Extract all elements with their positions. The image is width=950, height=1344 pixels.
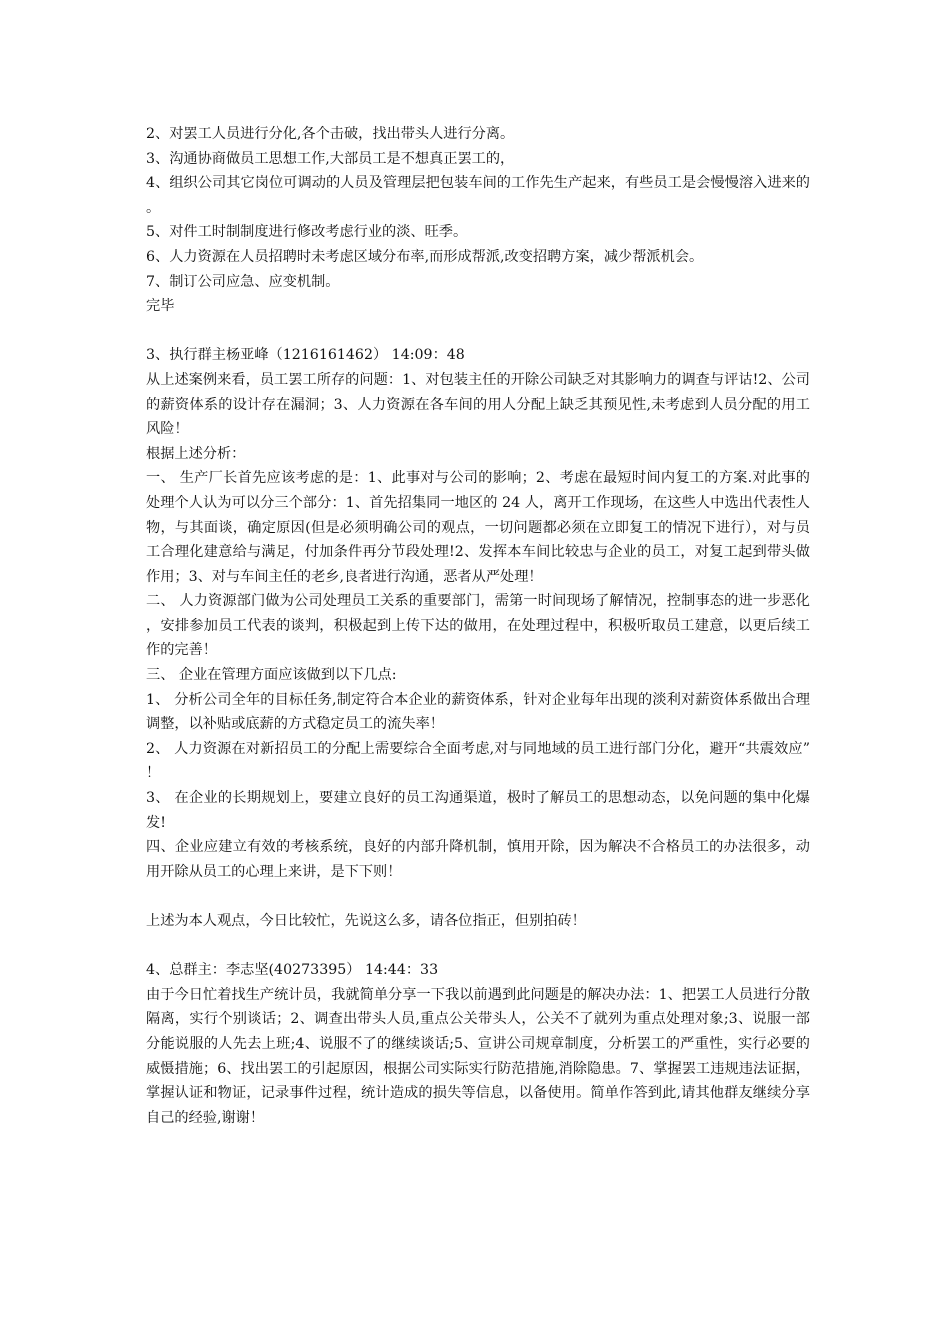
- section-measures: [146, 122, 810, 319]
- reply-paragraph: 从上述案例来看，员工罢工所存的问题：1、对包装主任的开除公司缺乏对其影响力的调查与评诂!2、公司的薪资体系的设计存在漏洞；3、人力资源在各车间的用人分配上缺乏其预见性,未考虑到人员分配的用工风险！: [146, 371, 810, 438]
- measure-item-4: 4、组织公司其它岗位可调动的人员及管理层把包装车间的工作先生产起来，有些员工是会慢慢溶入进来的。: [146, 175, 810, 216]
- reply-paragraph: 2、 人力资源在对新招员工的分配上需要综合全面考虑,对与同地域的员工进行部门分化，避开“共震效应”！: [146, 740, 810, 782]
- reply-closing: 上述为本人观点，今日比较忙，先说这么多，请各位指正，但别拍砖！: [146, 913, 586, 929]
- measure-item-7: 7、制订公司应急、应变机制。: [146, 273, 340, 290]
- reply-paragraph: 二、 人力资源部门做为公司处理员工关系的重要部门，需第一时间现场了解情况，控制事态的进一步恶化，安排参加员工代表的谈判，积极起到上传下达的做用，在处理过程中，积极听取员工建意，以更后续工作的完善！: [146, 593, 810, 659]
- document-page: [146, 122, 810, 1130]
- reply-paragraph: 根据上述分析：: [146, 445, 246, 462]
- reply-header: 4、总群主：李志坚(40273395） 14:44：33: [146, 962, 439, 979]
- reply-paragraph: 三、 企业在管理方面应该做到以下几点:: [146, 667, 397, 684]
- spacer: [146, 934, 810, 959]
- section-reply-3: [146, 343, 810, 933]
- measure-item-3: 3、沟通协商做员工思想工作,大部员工是不想真正罢工的，: [146, 150, 515, 167]
- reply-header: 3、执行群主杨亚峰（1216161462） 14:09：48: [146, 347, 465, 364]
- reply-paragraph: 一、 生产厂长首先应该考虑的是：1、此事对与公司的影响；2、考虑在最短时间内复工的方案.对此事的处理个人认为可以分三个部分：1、首先招集同一地区的 24 人，离开工作现场，在这些人中选出代表性人物，与其面谈，确定原因(但是必须明确公司的观点，一切问题都必须在立即复工的情况下进行），对与员工合理化建意给与满足，付加条件再分节段处理!2、发挥本车间比较忠与企业的员工，对复工起到带头做作用；3、对与车间主任的老乡,良者进行沟通，恶者从严处理！: [146, 470, 810, 585]
- reply-paragraph: 3、 在企业的长期规划上，要建立良好的员工沟通渠道，极时了解员工的思想动态，以免问题的集中化爆发!: [146, 790, 810, 831]
- spacer: [146, 319, 810, 344]
- measure-item-6: 6、人力资源在人员招聘时未考虑区域分布率,而形成帮派,改变招聘方案，减少帮派机会。: [146, 248, 704, 265]
- reply-paragraph: 由于今日忙着找生产统计员，我就简单分享一下我以前遇到此问题是的解决办法：1、把罢工人员进行分散隔离，实行个别谈话；2、调查出带头人员,重点公关带头人，公关不了就列为重点处理对象;3、说服一部分能说服的人先去上班;4、说服不了的继续谈话;5、宣讲公司规章制度，分析罢工的严重性，实行必要的威慑措施；6、找出罢工的引起原因，根据公司实际实行防范措施,消除隐患。7、掌握罢工违规违法证据，掌握认证和物证，记录事件过程，统计造成的损失等信息，以备使用。简单作答到此,请其他群友继续分享自己的经验,谢谢！: [146, 986, 810, 1126]
- end-marker: 完毕: [146, 298, 175, 315]
- section-reply-4: [146, 958, 810, 1130]
- measure-item-5: 5、对件工时制制度进行修改考虑行业的淡、旺季。: [146, 224, 468, 241]
- reply-paragraph: 四、企业应建立有效的考核系统，良好的内部升降机制，慎用开除，因为解决不合格员工的办法很多，动用开除从员工的心理上来讲，是下下则！: [146, 839, 810, 880]
- measure-item-2: 2、对罢工人员进行分化,各个击破，找出带头人进行分离。: [146, 126, 515, 142]
- spacer: [146, 884, 810, 909]
- reply-paragraph: 1、 分析公司全年的目标任务,制定符合本企业的薪资体系，针对企业每年出现的淡利对薪资体系做出合理调整，以补贴或底薪的方式稳定员工的流失率！: [146, 691, 810, 733]
